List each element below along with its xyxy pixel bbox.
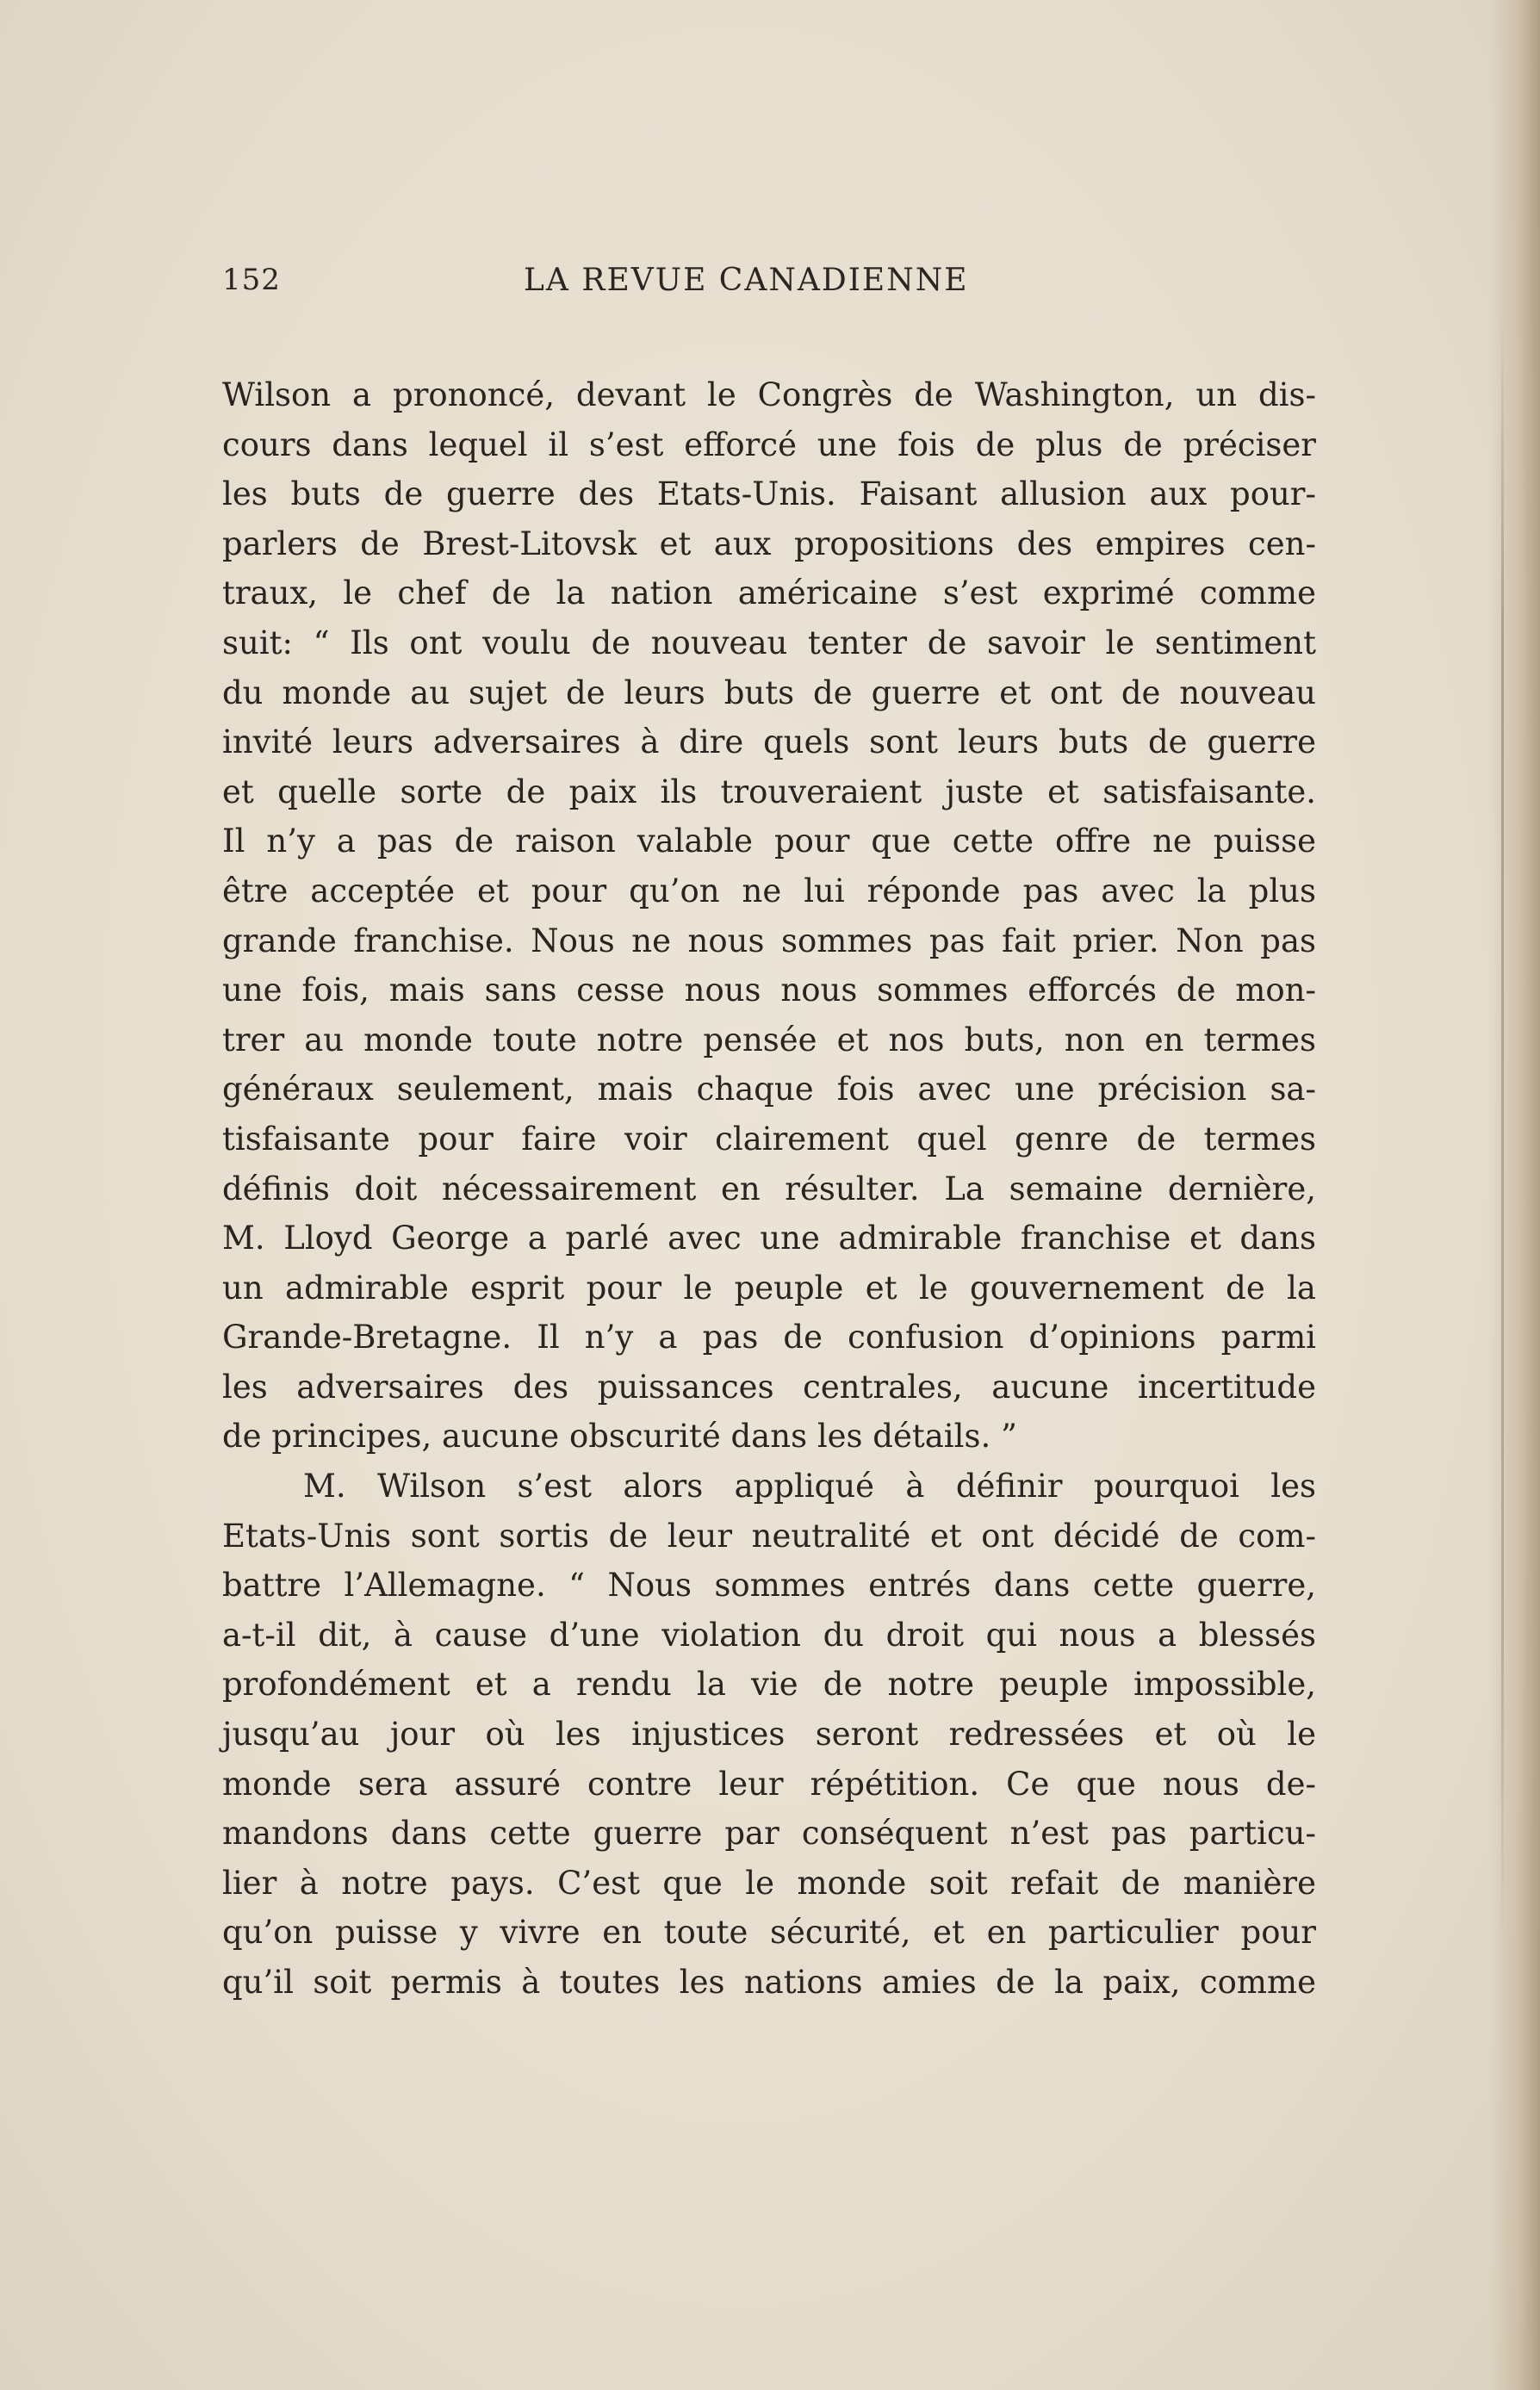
text-line: les buts de guerre des Etats-Unis. Faisant allusion aux pour- <box>222 475 1316 513</box>
page-edge-shadow <box>1488 0 1540 2390</box>
running-title: LA REVUE CANADIENNE <box>524 263 969 298</box>
text-line: grande franchise. Nous ne nous sommes pas fait prier. Non pas <box>222 922 1316 959</box>
text-line: parlers de Brest-Litovsk et aux propositions des empires cen- <box>222 525 1316 562</box>
text-line: Grande-Bretagne. Il n’y a pas de confusion d’opinions parmi <box>222 1319 1316 1356</box>
text-line: tisfaisante pour faire voir clairement quel genre de termes <box>222 1120 1316 1158</box>
text-line: trer au monde toute notre pensée et nos buts, non en termes <box>222 1021 1316 1058</box>
text-line: mandons dans cette guerre par conséquent n’est pas particu- <box>222 1815 1316 1853</box>
text-line: une fois, mais sans cesse nous nous sommes efforcés de mon- <box>222 972 1316 1009</box>
body-text <box>222 370 1316 2008</box>
text-line: cours dans lequel il s’est efforcé une fois de plus de préciser <box>222 425 1316 463</box>
text-line: qu’on puisse y vivre en toute sécurité, et en particulier pour <box>222 1914 1316 1952</box>
text-line: M. Lloyd George a parlé avec une admirable franchise et dans <box>222 1220 1316 1257</box>
text-line: Il n’y a pas de raison valable pour que cette offre ne puisse <box>222 823 1316 860</box>
text-line: monde sera assuré contre leur répétition. Ce que nous de- <box>222 1765 1316 1803</box>
page-header <box>222 263 1316 306</box>
page-edge-line <box>1501 310 1504 1946</box>
text-line: et quelle sorte de paix ils trouveraient juste et satisfaisante. <box>222 773 1316 810</box>
text-line: définis doit nécessairement en résulter. La semaine dernière, <box>222 1170 1316 1207</box>
text-line: Wilson a prononcé, devant le Congrès de Washington, un dis- <box>222 376 1316 413</box>
text-line: de principes, aucune obscurité dans les détails. ” <box>222 1418 1017 1456</box>
text-line: généraux seulement, mais chaque fois avec une précision sa- <box>222 1071 1316 1108</box>
text-line: les adversaires des puissances centrales, aucune incertitude <box>222 1368 1316 1406</box>
text-line: lier à notre pays. C’est que le monde soit refait de manière <box>222 1864 1316 1902</box>
text-line: suit: “ Ils ont voulu de nouveau tenter de savoir le sentiment <box>222 624 1316 661</box>
page-number: 152 <box>222 263 281 297</box>
text-line: profondément et a rendu la vie de notre peuple impossible, <box>222 1666 1316 1704</box>
text-line: Etats-Unis sont sortis de leur neutralité et ont décidé de com- <box>222 1517 1316 1555</box>
text-line: jusqu’au jour où les injustices seront redressées et où le <box>222 1716 1316 1754</box>
text-line: battre l’Allemagne. “ Nous sommes entrés dans cette guerre, <box>222 1567 1316 1605</box>
text-line: traux, le chef de la nation américaine s’est exprimé comme <box>222 574 1316 612</box>
text-line: du monde au sujet de leurs buts de guerre et ont de nouveau <box>222 674 1316 711</box>
text-line: M. Wilson s’est alors appliqué à définir pourquoi les <box>303 1468 1316 1505</box>
text-line: a-t-il dit, à cause d’une violation du droit qui nous a blessés <box>222 1616 1316 1654</box>
text-line: être acceptée et pour qu’on ne lui réponde pas avec la plus <box>222 872 1316 909</box>
text-line: invité leurs adversaires à dire quels sont leurs buts de guerre <box>222 723 1316 761</box>
text-line: un admirable esprit pour le peuple et le gouvernement de la <box>222 1269 1316 1307</box>
text-line: qu’il soit permis à toutes les nations amies de la paix, comme <box>222 1964 1316 2001</box>
